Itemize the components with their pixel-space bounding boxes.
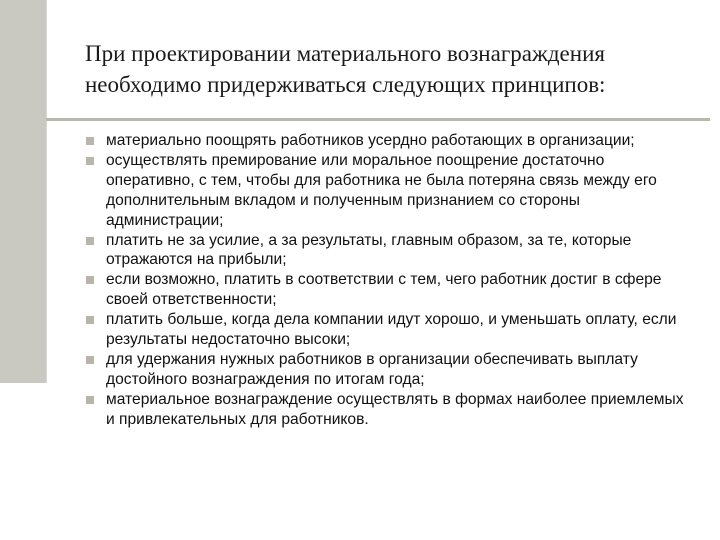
square-bullet-icon: [86, 316, 94, 324]
list-item-text: если возможно, платить в соответствии с тем, чего работник достиг в сфере своей ответственности;: [106, 271, 662, 309]
list-item: [83, 231, 693, 271]
list-item-text: осуществлять премирование или моральное поощрение достаточно оперативно, с тем, чтобы для работника не была потеряна связь между его дополнительным вкладом и полученным признанием со стороны администрации;: [106, 151, 657, 229]
square-bullet-icon: [86, 356, 94, 364]
list-item-text: для удержания нужных работников в организации обеспечивать выплату достойного вознаграждения по итогам года;: [106, 350, 638, 388]
square-bullet-icon: [86, 237, 94, 245]
list-item: [83, 310, 693, 350]
square-bullet-icon: [86, 157, 94, 165]
slide-title: При проектировании материального вознаграждения необходимо придерживаться следующих принципов:: [85, 41, 606, 97]
list-item: [83, 390, 693, 430]
list-item-text: материальное вознаграждение осуществлять в формах наиболее приемлемых и привлекательных для работников.: [106, 390, 684, 428]
list-item: [83, 151, 693, 231]
list-item: [83, 131, 693, 151]
principles-list: [83, 131, 693, 430]
square-bullet-icon: [86, 396, 94, 404]
list-item-text: платить не за усилие, а за результаты, главным образом, за те, которые отражаются на прибыли;: [106, 231, 632, 269]
list-item: [83, 350, 693, 390]
list-item-text: платить больше, когда дела компании идут хорошо, и уменьшать оплату, если результаты недостаточно высоки;: [106, 311, 677, 349]
square-bullet-icon: [86, 276, 94, 284]
list-item: [83, 270, 693, 310]
title-divider: [46, 118, 710, 121]
decorative-side-bar: [0, 0, 46, 383]
list-item-text: материально поощрять работников усердно работающих в организации;: [106, 132, 635, 149]
side-bar-edge: [46, 0, 47, 383]
square-bullet-icon: [86, 137, 94, 145]
